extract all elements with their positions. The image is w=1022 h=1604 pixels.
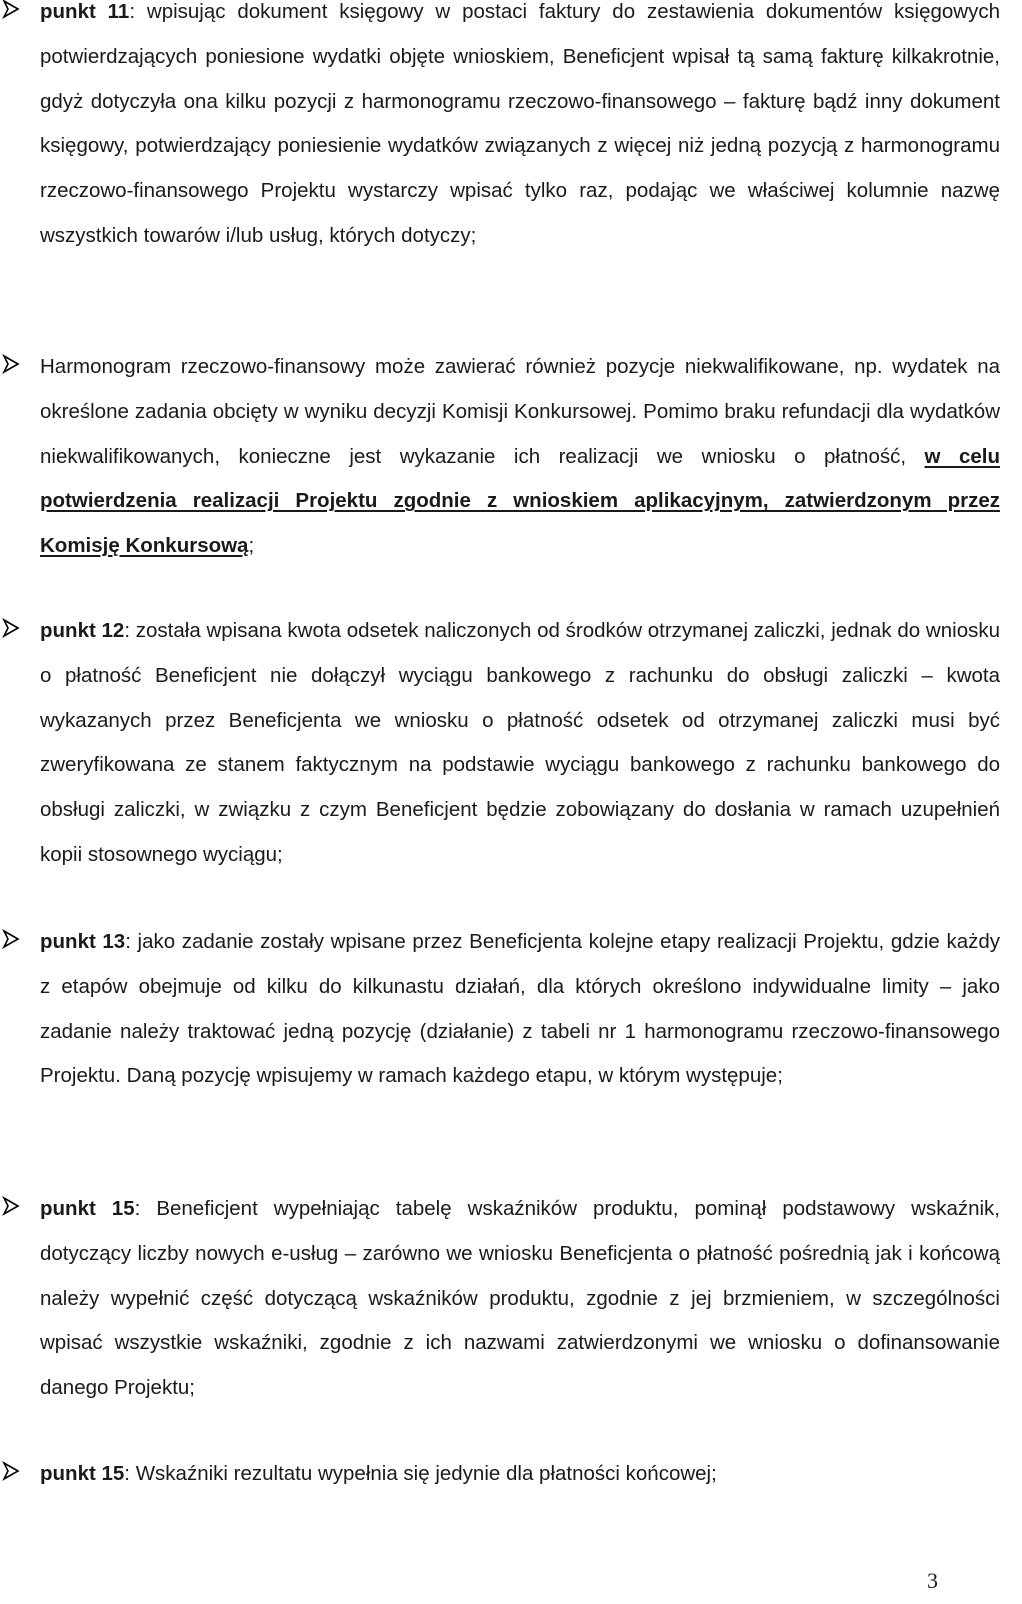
item-text: : została wpisana kwota odsetek naliczonych od środków otrzymanej zaliczki, jednak do wniosku o płatność Beneficjent nie dołączył wyciągu bankowego z rachunku do obsługi zaliczki – kwota wykazanych przez Beneficjenta we wniosku o płatność odsetek od otrzymanej zaliczki musi być zweryfikowana ze stanem faktycznym na podstawie wyciągu bankowego z rachunku bankowego do obsługi zaliczki, w związku z czym Beneficjent będzie zobowiązany do dosłania w ramach uzupełnień kopii stosownego wyciągu; bbox=[40, 619, 1000, 866]
list-item bbox=[0, 0, 1022, 259]
item-emphasis: w celu potwierdzenia realizacji Projektu zgodnie z wnioskiem aplikacyjnym, zatwierdzonym przez Komisję Konkursową bbox=[40, 444, 1001, 558]
item-paragraph bbox=[40, 345, 1000, 569]
list-item bbox=[0, 1452, 1022, 1497]
arrowhead-bullet-icon bbox=[2, 0, 20, 18]
arrowhead-bullet-icon bbox=[2, 355, 20, 373]
item-label: punkt 11 bbox=[40, 0, 130, 23]
item-paragraph bbox=[40, 609, 1000, 878]
arrowhead-bullet-icon bbox=[2, 619, 20, 637]
item-paragraph bbox=[40, 1452, 1000, 1497]
list-item bbox=[0, 345, 1022, 569]
item-label: punkt 15 bbox=[40, 1462, 125, 1485]
arrowhead-bullet-icon bbox=[2, 930, 20, 948]
item-text: : Beneficjent wypełniając tabelę wskaźników produktu, pominął podstawowy wskaźnik, dotyczący liczby nowych e-usług – zarówno we wniosku Beneficjenta o płatność pośrednią jak i końcową należy wypełnić część dotyczącą wskaźników produktu, zgodnie z jej brzmieniem, w szczególności wpisać wszystkie wskaźniki, zgodnie z ich nazwami zatwierdzonymi we wniosku o dofinansowanie danego Projektu; bbox=[40, 1197, 1000, 1400]
item-text: : wpisując dokument księgowy w postaci faktury do zestawienia dokumentów księgowych potwierdzających poniesione wydatki objęte wnioskiem, Beneficjent wpisał tą samą fakturę kilkakrotnie, gdyż dotyczyła ona kilku pozycji z harmonogramu rzeczowo-finansowego – fakturę bądź inny dokument księgowy, potwierdzający poniesienie wydatków związanych z więcej niż jedną pozycją z harmonogramu rzeczowo-finansowego Projektu wystarczy wpisać tylko raz, podając we właściwej kolumnie nazwę wszystkich towarów i/lub usług, których dotyczy; bbox=[40, 0, 1000, 247]
item-label: punkt 12 bbox=[40, 619, 125, 642]
list-item bbox=[0, 609, 1022, 878]
page-number: 3 bbox=[927, 1568, 938, 1593]
list-item bbox=[0, 920, 1022, 1099]
arrowhead-bullet-icon bbox=[2, 1197, 20, 1215]
item-text-end: ; bbox=[248, 534, 255, 558]
list-item bbox=[0, 1187, 1022, 1411]
item-text: : jako zadanie zostały wpisane przez Beneficjenta kolejne etapy realizacji Projektu, gdzie każdy z etapów obejmuje od kilku do kilkunastu działań, dla których określono indywidualne limity – jako zadanie należy traktować jedną pozycję (działanie) z tabeli nr 1 harmonogramu rzeczowo-finansowego Projektu. Daną pozycję wpisujemy w ramach każdego etapu, w którym występuje; bbox=[40, 930, 1000, 1088]
item-paragraph bbox=[40, 1187, 1000, 1411]
item-paragraph bbox=[40, 920, 1000, 1099]
item-text: : Wskaźniki rezultatu wypełnia się jedynie dla płatności końcowej; bbox=[124, 1462, 717, 1485]
item-label: punkt 13 bbox=[40, 930, 126, 953]
item-paragraph bbox=[40, 0, 1000, 259]
item-text: Harmonogram rzeczowo-finansowy może zawierać również pozycje niekwalifikowane, np. wydatek na określone zadania obcięty w wyniku decyzji Komisji Konkursowej. Pomimo braku refundacji dla wydatków niekwalifikowanych, konieczne jest wykazanie ich realizacji we wniosku o płatność, bbox=[40, 355, 1000, 468]
item-label: punkt 15 bbox=[40, 1197, 135, 1220]
arrowhead-bullet-icon bbox=[2, 1462, 20, 1480]
